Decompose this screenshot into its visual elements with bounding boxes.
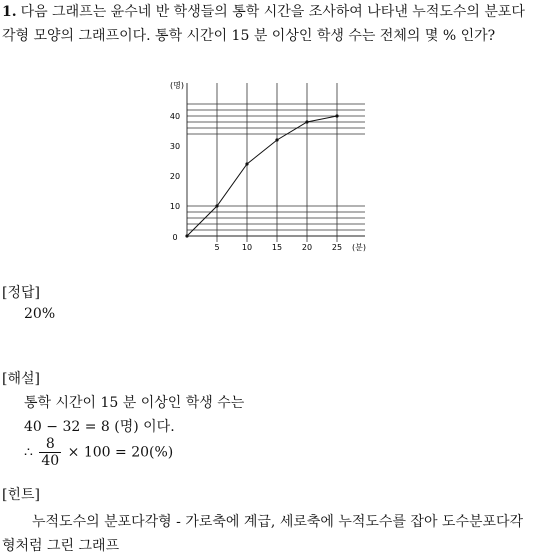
therefore-symbol: ∴ bbox=[24, 444, 33, 461]
chart-axes bbox=[187, 83, 365, 236]
origin-label: 0 bbox=[172, 233, 178, 242]
problem-text: 다음 그래프는 윤수네 반 학생들의 통학 시간을 조사하여 나타낸 누적도수의 분포다각형 모양의 그래프이다. 통학 시간이 15 분 이상인 학생 수는 전체의 몇 % 인가? bbox=[2, 4, 525, 44]
chart-grid bbox=[187, 83, 365, 242]
chart-ticks bbox=[170, 80, 366, 252]
x-tick-label: 5 bbox=[214, 243, 220, 252]
y-axis-unit: (명) bbox=[170, 81, 184, 90]
data-point bbox=[245, 162, 248, 165]
answer-value: 20% bbox=[24, 306, 56, 322]
hint-text: 누적도수의 분포다각형 - 가로축에 계급, 세로축에 누적도수를 잡아 도수분포다각형처럼 그린 그래프 bbox=[2, 514, 524, 554]
explanation-line-3 bbox=[24, 436, 173, 469]
x-axis-unit: (분) bbox=[352, 243, 366, 252]
x-tick-label: 10 bbox=[241, 243, 253, 252]
explanation-label: [해설] bbox=[2, 371, 40, 387]
explanation-line-1: 통학 시간이 15 분 이상인 학생 수는 bbox=[24, 395, 245, 411]
explanation-line-2: 40 − 32 = 8 (명) 이다. bbox=[24, 419, 175, 435]
y-tick-label: 30 bbox=[169, 142, 181, 151]
data-point bbox=[185, 234, 188, 237]
data-point bbox=[335, 114, 338, 117]
problem-number: 1. bbox=[2, 4, 17, 20]
data-point bbox=[275, 138, 278, 141]
answer-label: [정답] bbox=[2, 285, 40, 301]
fraction-denominator: 40 bbox=[41, 453, 60, 469]
hint-label: [힌트] bbox=[2, 487, 40, 503]
y-tick-label: 40 bbox=[169, 112, 181, 121]
x-tick-label: 15 bbox=[271, 243, 283, 252]
y-tick-label: 20 bbox=[169, 172, 181, 181]
problem-statement bbox=[2, 0, 532, 48]
calculation-result: × 100 = 20(%) bbox=[67, 444, 174, 461]
chart-series bbox=[185, 114, 338, 237]
y-tick-label: 10 bbox=[169, 202, 181, 211]
data-point bbox=[305, 120, 308, 123]
data-point bbox=[215, 204, 218, 207]
fraction-numerator: 8 bbox=[39, 436, 61, 453]
x-tick-label: 20 bbox=[301, 243, 313, 252]
x-tick-label: 25 bbox=[331, 243, 343, 252]
fraction bbox=[39, 436, 61, 469]
cumulative-frequency-chart bbox=[160, 78, 380, 258]
